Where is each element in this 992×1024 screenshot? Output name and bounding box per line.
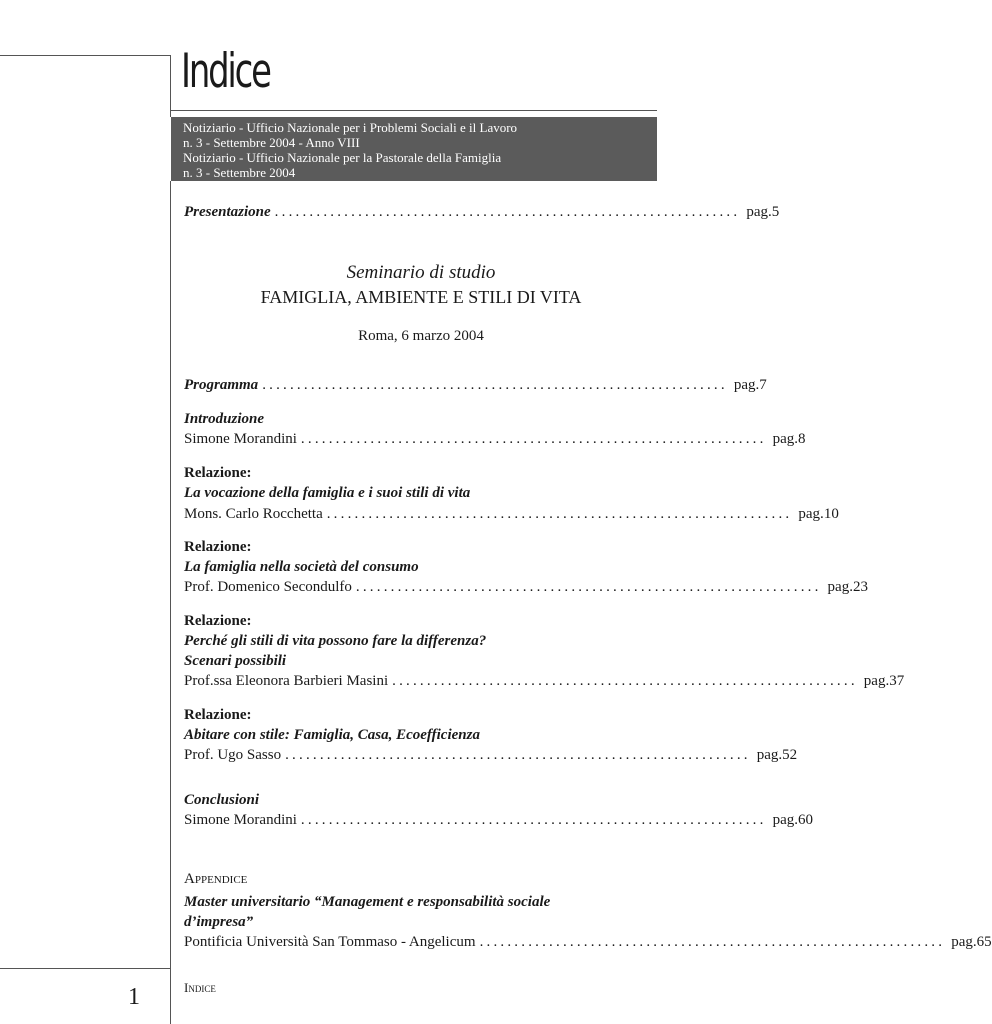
page-number: 60	[798, 812, 813, 828]
seminar-title: FAMIGLIA, AMBIENTE E STILI DI VITA	[260, 287, 582, 307]
toc-author: Simone Morandini	[184, 431, 297, 447]
top-rule-left	[0, 55, 171, 56]
pag-label: pag.	[756, 747, 783, 763]
toc-entry-programma[interactable]	[184, 376, 767, 394]
toc-title: Scenari possibili	[184, 653, 287, 669]
leader-dots: ...................................................................	[274, 204, 741, 220]
leader-dots: ...................................................................	[392, 673, 858, 689]
page-number: 23	[852, 579, 868, 595]
toc-entry-relazione-1[interactable]	[184, 505, 839, 523]
toc-title: Abitare con stile: Famiglia, Casa, Ecoefficienza	[184, 727, 480, 743]
page-number: 5	[771, 204, 780, 220]
pag-label: pag.	[772, 431, 798, 447]
pag-label: pag.	[772, 812, 798, 828]
page-number: 37	[889, 673, 905, 689]
toc-entry-relazione-4[interactable]	[184, 746, 798, 764]
pag-label: pag.	[951, 934, 977, 950]
page-number: 10	[823, 506, 839, 522]
publication-line: n. 3 - Settembre 2004 - Anno VIII	[183, 135, 360, 150]
footer-rule	[0, 968, 171, 969]
page-number: 65	[976, 934, 992, 950]
toc-title: d’impresa”	[184, 914, 254, 930]
toc-label: Presentazione	[184, 204, 271, 220]
toc-entry-conclusioni[interactable]	[184, 811, 813, 829]
pag-label: pag.	[827, 579, 853, 595]
leader-dots: ...................................................................	[300, 812, 767, 828]
toc-heading-conclusioni: Conclusioni	[184, 792, 260, 808]
toc-entry-presentazione[interactable]	[184, 203, 780, 221]
toc-author: Prof. Ugo Sasso	[184, 747, 282, 763]
toc-kind: Relazione:	[184, 613, 252, 629]
pag-label: pag.	[798, 506, 824, 522]
page-number: 52	[782, 747, 798, 763]
page-number: 8	[798, 431, 806, 447]
toc-entry-relazione-2[interactable]	[184, 578, 868, 596]
toc-heading-introduzione: Introduzione	[184, 411, 265, 427]
toc-author: Prof.ssa Eleonora Barbieri Masini	[184, 673, 389, 689]
seminar-place-date: Roma, 6 marzo 2004	[358, 328, 484, 344]
seminar-kicker: Seminario di studio	[346, 262, 496, 283]
leader-dots: ...................................................................	[262, 377, 728, 393]
toc-heading-appendice: Appendice	[184, 871, 248, 887]
page-number: 7	[759, 377, 767, 393]
toc-title: La famiglia nella società del consumo	[184, 559, 419, 575]
toc-author: Mons. Carlo Rocchetta	[184, 506, 323, 522]
leader-dots: ...................................................................	[355, 579, 822, 595]
toc-author: Prof. Domenico Secondulfo	[184, 579, 352, 595]
toc-title: Perché gli stili di vita possono fare la differenza?	[184, 633, 487, 649]
pag-label: pag.	[733, 377, 760, 393]
leader-dots: ...................................................................	[326, 506, 793, 522]
leader-dots: ...................................................................	[285, 747, 751, 763]
publication-line: Notiziario - Ufficio Nazionale per la Pastorale della Famiglia	[183, 150, 502, 165]
leader-dots: ...................................................................	[479, 934, 946, 950]
pag-label: pag.	[863, 673, 890, 689]
toc-entry-introduzione[interactable]	[184, 430, 806, 448]
title-rule	[171, 110, 657, 111]
toc-author: Simone Morandini	[184, 812, 297, 828]
toc-entry-relazione-3[interactable]	[184, 672, 905, 690]
toc-kind: Relazione:	[184, 707, 252, 723]
toc-kind: Relazione:	[184, 539, 252, 555]
publication-info-box	[171, 117, 657, 181]
publication-line: Notiziario - Ufficio Nazionale per i Problemi Sociali e il Lavoro	[183, 120, 518, 135]
vertical-rule	[170, 55, 171, 117]
leader-dots: ...................................................................	[300, 431, 767, 447]
footer-page-number: 1	[128, 984, 140, 1010]
page-title: Indice	[181, 44, 270, 99]
toc-kind: Relazione:	[184, 465, 252, 481]
toc-entry-appendice[interactable]	[184, 933, 992, 951]
pag-label: pag.	[746, 204, 772, 220]
footer-section: Indice	[184, 980, 216, 995]
toc-title: Master universitario “Management e responsabilità sociale	[184, 894, 551, 910]
toc-label: Programma	[184, 377, 259, 393]
toc-title: La vocazione della famiglia e i suoi stili di vita	[184, 485, 471, 501]
toc-author: Pontificia Università San Tommaso - Angelicum	[184, 934, 476, 950]
publication-line: n. 3 - Settembre 2004	[183, 165, 296, 180]
